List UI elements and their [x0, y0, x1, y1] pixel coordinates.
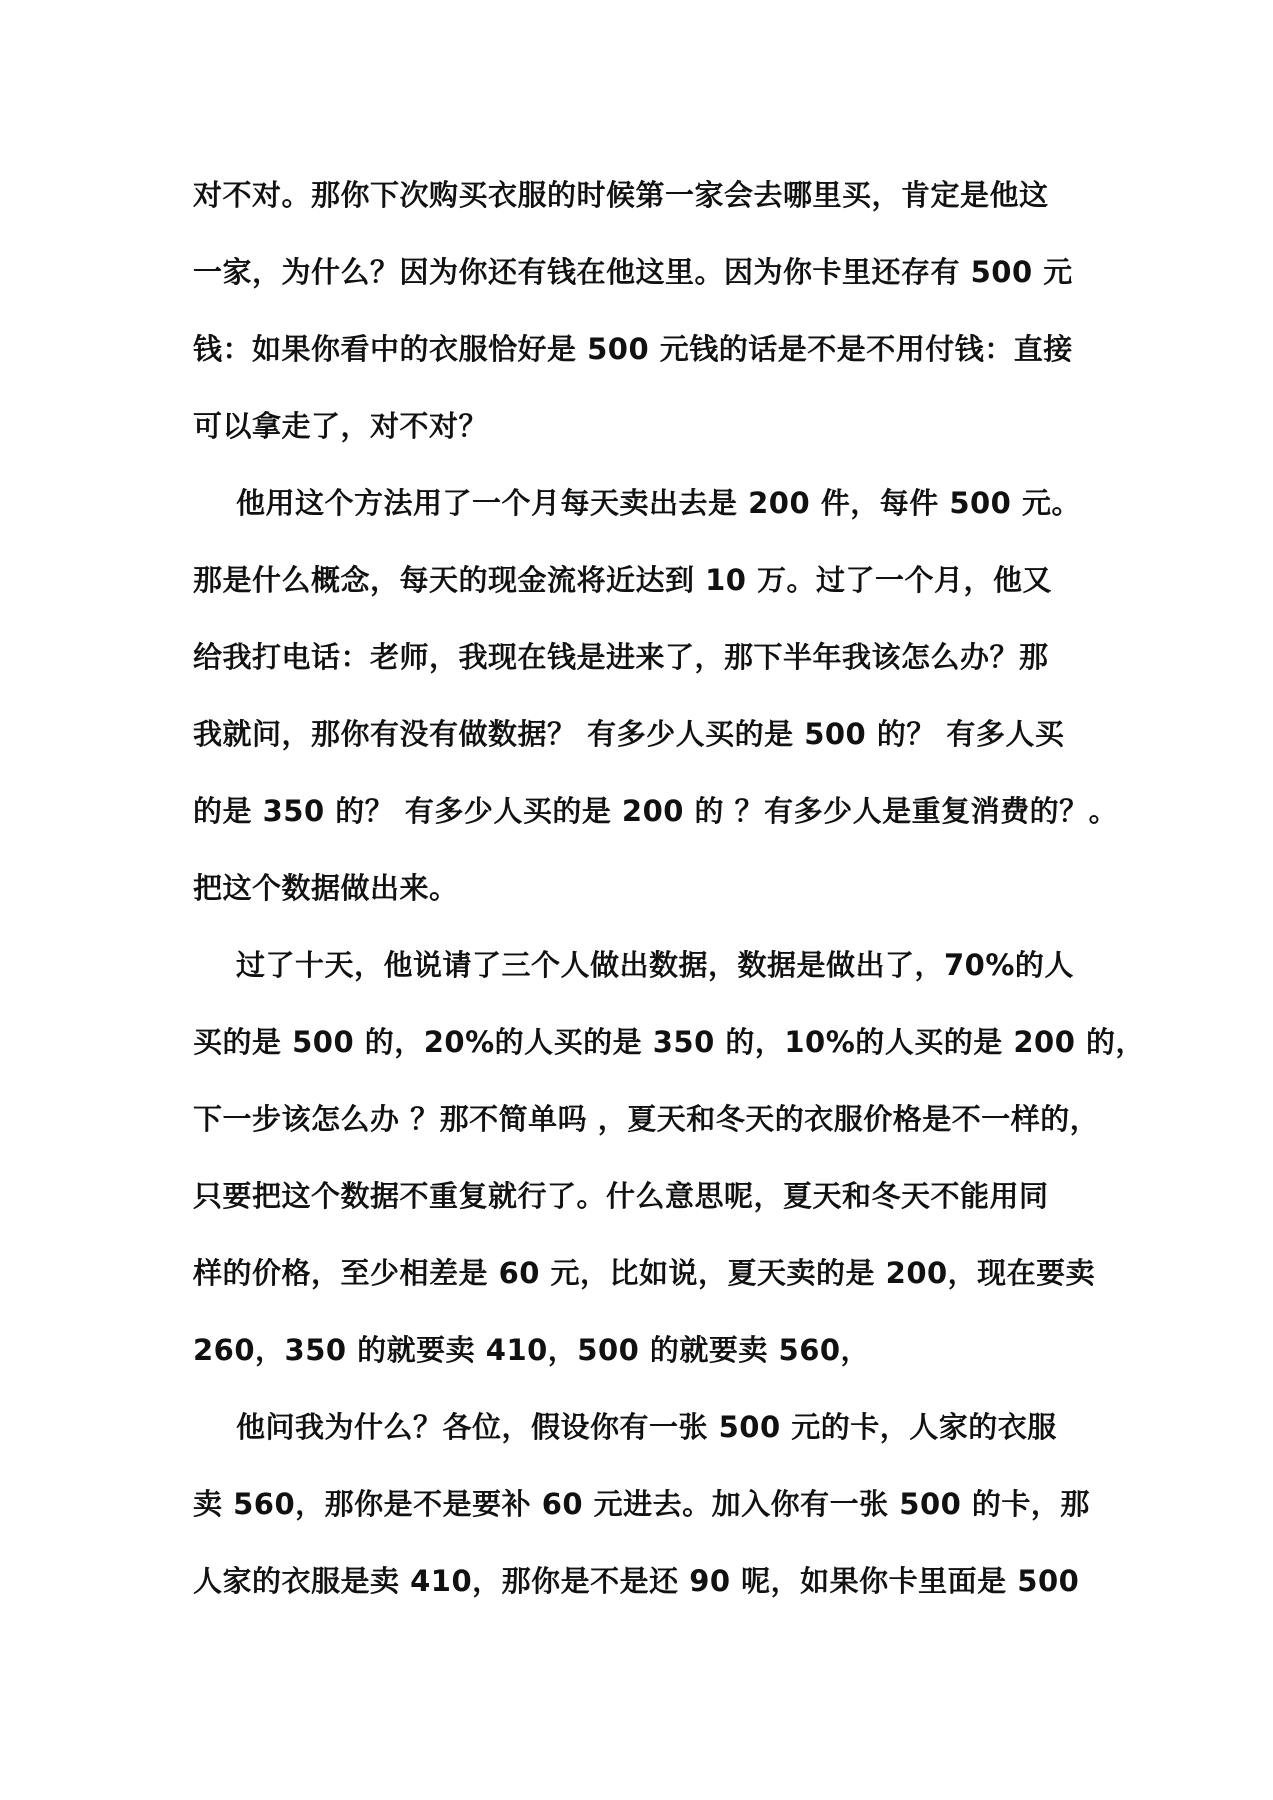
- text-line: 人家的衣服是卖 410，那你是不是还 90 呢，如果你卡里面是 500: [193, 1564, 1080, 1598]
- text-line: 钱：如果你看中的衣服恰好是 500 元钱的话是不是不用付钱：直接: [193, 332, 1073, 366]
- text-line: 给我打电话：老师，我现在钱是进来了，那下半年我该怎么办？那: [193, 640, 1049, 674]
- text-line: 下一步该怎么办 ？那不简单吗 ，夏天和冬天的衣服价格是不一样的，: [193, 1102, 1100, 1136]
- text-line: 的是 350 的？ 有多少人买的是 200 的 ？有多少人是重复消费的？。: [193, 794, 1119, 828]
- text-line: 可以拿走了，对不对？: [193, 409, 489, 443]
- text-line: 把这个数据做出来。: [193, 871, 459, 905]
- text-line: 260，350 的就要卖 410，500 的就要卖 560，: [193, 1333, 871, 1367]
- text-line: 只要把这个数据不重复就行了。什么意思呢，夏天和冬天不能用同: [193, 1179, 1049, 1213]
- text-line: 那是什么概念，每天的现金流将近达到 10 万。过了一个月，他又: [193, 563, 1053, 597]
- text-line: 过了十天，他说请了三个人做出数据，数据是做出了，70%的人: [236, 948, 1074, 982]
- text-line: 卖 560，那你是不是要补 60 元进去。加入你有一张 500 的卡，那: [193, 1487, 1090, 1521]
- text-line: 他问我为什么？各位，假设你有一张 500 元的卡，人家的衣服: [236, 1410, 1057, 1444]
- body-text: [193, 163, 1146, 1626]
- text-line: 一家，为什么？因为你还有钱在他这里。因为你卡里还存有 500 元: [193, 255, 1073, 289]
- text-line: 我就问，那你有没有做数据？ 有多少人买的是 500 的？ 有多人买: [193, 717, 1065, 751]
- text-line: 买的是 500 的，20%的人买的是 350 的，10%的人买的是 200 的，: [193, 1025, 1146, 1059]
- text-line: 对不对。那你下次购买衣服的时候第一家会去哪里买，肯定是他这: [193, 178, 1049, 212]
- text-line: 样的价格，至少相差是 60 元，比如说，夏天卖的是 200，现在要卖: [193, 1256, 1096, 1290]
- text-line: 他用这个方法用了一个月每天卖出去是 200 件，每件 500 元。: [236, 486, 1081, 520]
